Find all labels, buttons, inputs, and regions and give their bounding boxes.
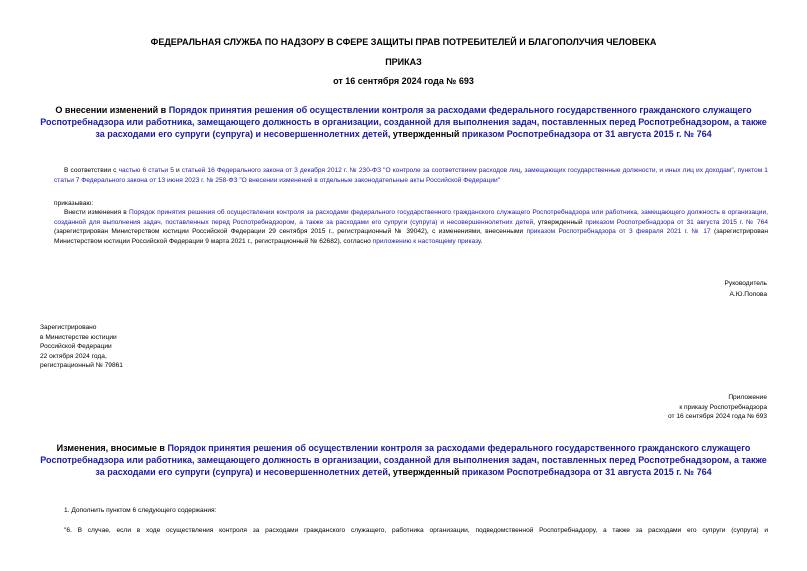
- changes-title-procedure-link[interactable]: Порядок принятия решения об осуществлении контроля за расходами федерального государственного гражданского служащего Роспотребнадзора или работника, замещающего должность в организации, созданной для выполнения задач, поставленных перед Роспотребнадзором, а также за расходами его супруги (супруга) и несовершеннолетних детей: [40, 443, 767, 477]
- doc-date-number: от 16 сентября 2024 года № 693: [333, 76, 474, 86]
- changes-title-prefix: Изменения, вносимые в: [56, 443, 168, 453]
- appendix-line-2: к приказу Роспотребнадзора: [679, 403, 767, 411]
- order-link-appendix[interactable]: приложению к настоящему приказу: [372, 237, 481, 245]
- preamble-text-1: В соответствии с: [64, 167, 119, 174]
- order-paragraph: [54, 208, 768, 246]
- order-link-procedure[interactable]: Порядок принятия решения об осуществлении контроля за расходами федерального государственного гражданского служащего Роспотребнадзора или работника, замещающего должность в организации, созданной для выполнения задач, поставленных перед Роспотребнадзором, а также за расходами его супруги (супруга) и несовершеннолетних детей: [54, 209, 768, 226]
- registration-line-1: Зарегистрировано: [40, 324, 97, 331]
- preamble-link-3[interactable]: пунктом 1 статьи 7 Федерального закона от 13 июня 2023 г. № 258-ФЗ "О внесении изменений в отдельные законодательные акты Российской Федерации": [54, 167, 768, 184]
- order-text-2: , утвержденный: [533, 218, 586, 226]
- registration-line-3: Российской Федерации: [40, 343, 112, 351]
- preamble-link-2[interactable]: статьей 16 Федерального закона от 3 декабря 2012 г. № 230-ФЗ "О контроле за соответствием расходов лиц, замещающих государственные должности, и иных лиц их доходам": [181, 167, 734, 174]
- item-6-paragraph: "6. В случае, если в ходе осуществления контроля за расходами гражданского служащего, работника организации, подведомственной Роспотребнадзору, а также за расходами его супруги (супруга) и: [64, 527, 768, 534]
- order-text-5: .: [480, 237, 483, 245]
- order-text-1: Внести изменения в: [64, 209, 129, 216]
- title-order-link[interactable]: приказом Роспотребнадзора от 31 августа 2015 г. № 764: [461, 129, 712, 139]
- preamble-text-3: ,: [733, 167, 738, 174]
- item-1: 1. Дополнить пунктом 6 следующего содержания:: [64, 507, 217, 514]
- order-link-764[interactable]: приказом Роспотребнадзора от 31 августа 2015 г. № 764: [585, 218, 769, 226]
- registration-line-2: в Министерстве юстиции: [40, 333, 117, 341]
- doc-type: ПРИКАЗ: [385, 57, 422, 67]
- changes-title-middle: , утвержденный: [387, 467, 462, 477]
- registration-line-4: 22 октября 2024 года,: [40, 352, 107, 360]
- title-procedure-link[interactable]: Порядок принятия решения об осуществлении контроля за расходами федерального государственного гражданского служащего Роспотребнадзора или работника, замещающего должность в организации, созданной для выполнения задач, поставленных перед Роспотребнадзором, а также за расходами его супруги (супруга) и несовершеннолетних детей: [40, 105, 767, 139]
- order-text-3: (зарегистрирован Министерством юстиции Российской Федерации 29 сентября 2015 г., регистрационный № 39042), с изменениями, внесенными: [54, 228, 527, 236]
- order-word: приказываю:: [54, 200, 94, 207]
- order-title: [36, 104, 771, 140]
- preamble-link-1[interactable]: частью 6 статьи 5: [118, 167, 174, 174]
- changes-title: [36, 442, 771, 478]
- title-middle: , утвержденный: [387, 129, 462, 139]
- signature-name: А.Ю.Попова: [729, 291, 767, 298]
- title-prefix: О внесении изменений в: [55, 105, 169, 115]
- preamble-text-2: и: [173, 167, 182, 174]
- signature-position: Руководитель: [724, 280, 767, 287]
- registration-block: [40, 323, 123, 371]
- appendix-line-1: Приложение: [728, 394, 767, 401]
- appendix-reference: [668, 393, 767, 422]
- agency-name: ФЕДЕРАЛЬНАЯ СЛУЖБА ПО НАДЗОРУ В СФЕРЕ ЗАЩИТЫ ПРАВ ПОТРЕБИТЕЛЕЙ И БЛАГОПОЛУЧИЯ ЧЕЛОВЕКА: [150, 37, 657, 47]
- registration-line-5: регистрационный № 79861: [40, 362, 123, 370]
- preamble-paragraph: [54, 166, 768, 185]
- order-text-4: (зарегистрирован Министерством юстиции Российской Федерации 9 марта 2021 г., регистрационный № 62682), согласно: [54, 228, 768, 245]
- order-link-17[interactable]: приказом Роспотребнадзора от 3 февраля 2021 г. № 17: [526, 228, 711, 236]
- changes-title-order-link[interactable]: приказом Роспотребнадзора от 31 августа 2015 г. № 764: [461, 467, 712, 477]
- appendix-line-3: от 16 сентября 2024 года № 693: [667, 413, 767, 421]
